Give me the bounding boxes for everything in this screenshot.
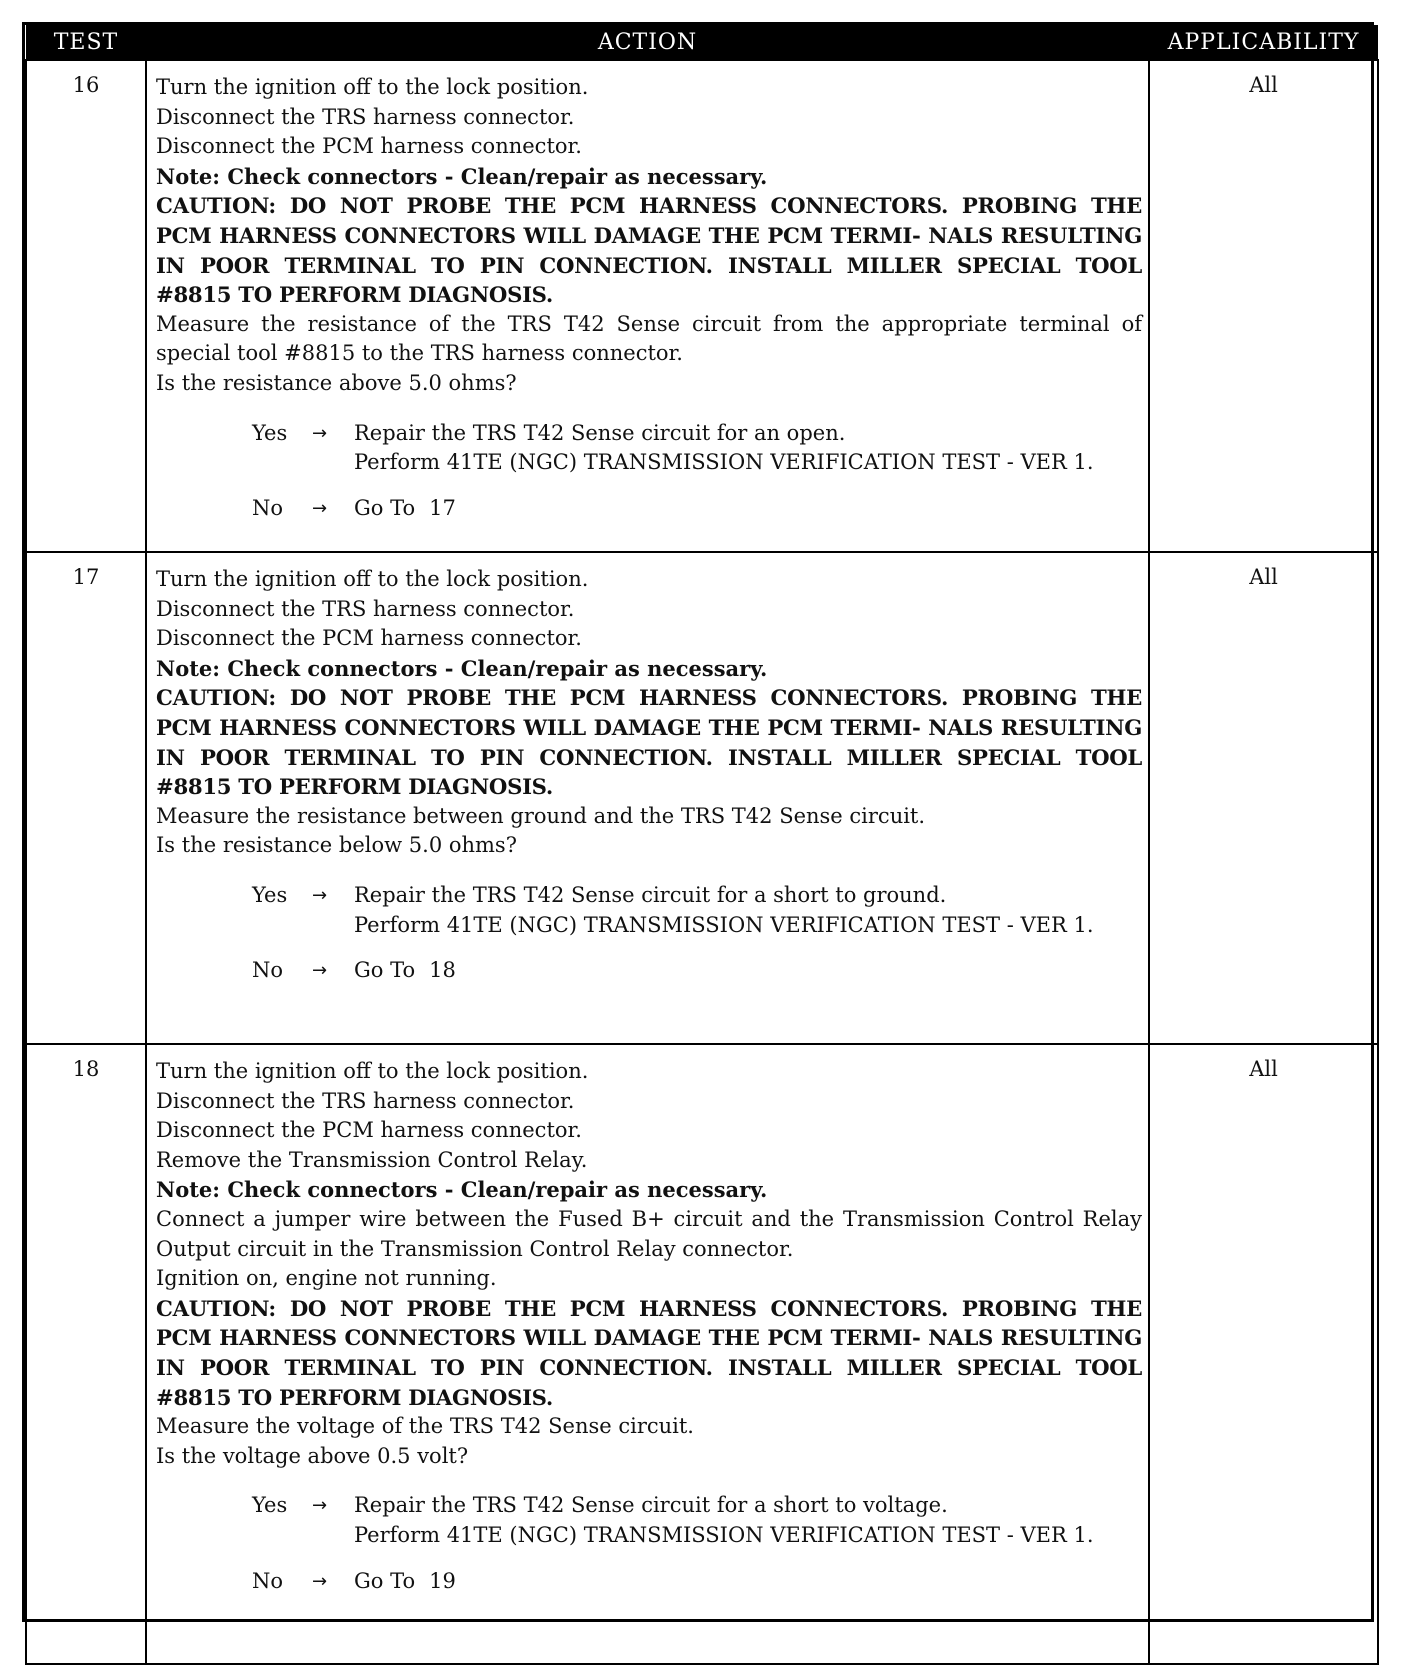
goto-test-link[interactable]: 19 (429, 1568, 456, 1593)
action-cell (146, 552, 1149, 1044)
test-number: 18 (26, 1044, 146, 1664)
note-text: Note: Check connectors - Clean/repair as necessary. (156, 1177, 768, 1203)
arrow-right-icon: → (312, 960, 328, 982)
yes-text-repair: Repair the TRS T42 Sense circuit for a short to ground. (354, 882, 947, 907)
question-text: Is the resistance above 5.0 ohms? (156, 370, 517, 395)
step-text: Turn the ignition off to the lock position. (156, 567, 589, 591)
goto-test-link[interactable]: 18 (429, 958, 456, 983)
outcomes (252, 1491, 1142, 1596)
applicability-value: All (1149, 552, 1378, 1044)
step-text: Disconnect the PCM harness connector. (156, 134, 582, 159)
yes-text-verify: Perform 41TE (NGC) TRANSMISSION VERIFICATION TEST - VER 1. (354, 450, 1094, 475)
header-row (26, 25, 1378, 60)
outcome-no (252, 956, 1142, 986)
question-text: Is the resistance below 5.0 ohms? (156, 833, 517, 858)
step-text: Disconnect the PCM harness connector. (156, 1118, 582, 1143)
yes-text-repair: Repair the TRS T42 Sense circuit for an open. (354, 420, 846, 445)
yes-label: Yes (252, 420, 288, 445)
goto-text: Go To (354, 495, 416, 520)
yes-result (354, 881, 1142, 940)
yes-text-verify: Perform 41TE (NGC) TRANSMISSION VERIFICATION TEST - VER 1. (354, 1522, 1094, 1547)
outcome-no (252, 1567, 1142, 1597)
header-action: ACTION (146, 25, 1149, 60)
step-text: Disconnect the TRS harness connector. (156, 1088, 575, 1113)
note-text: Note: Check connectors - Clean/repair as necessary. (156, 655, 768, 681)
no-result (354, 956, 1142, 986)
note-text: Note: Check connectors - Clean/repair as necessary. (156, 163, 768, 189)
ignition-text: Ignition on, engine not running. (156, 1266, 497, 1291)
arrow-right-icon: → (312, 497, 328, 519)
yes-text-repair: Repair the TRS T42 Sense circuit for a short to voltage. (354, 1493, 948, 1518)
outcome-yes (252, 1491, 1142, 1550)
caution-text: CAUTION: DO NOT PROBE THE PCM HARNESS CONNECTORS. PROBING THE PCM HARNESS CONNECTORS WILL DAMAGE THE PCM TERMI- NALS RESULTING IN POOR TERMINAL TO PIN CONNECTION. INSTALL MILLER SPECIAL TOOL #8815 TO PERFORM DIAGNOSIS. (156, 1295, 1142, 1410)
goto-text: Go To (354, 958, 416, 983)
step-text: Turn the ignition off to the lock position. (156, 1059, 589, 1083)
no-label: No (252, 958, 284, 983)
header-test: TEST (26, 25, 146, 60)
arrow-right-icon: → (312, 422, 328, 444)
step-text: Remove the Transmission Control Relay. (156, 1147, 588, 1172)
measure-text: Measure the voltage of the TRS T42 Sense circuit. (156, 1414, 694, 1439)
question-text: Is the voltage above 0.5 volt? (156, 1443, 469, 1468)
yes-text-verify: Perform 41TE (NGC) TRANSMISSION VERIFICATION TEST - VER 1. (354, 912, 1094, 937)
yes-result (354, 1491, 1142, 1550)
jumper-text: Connect a jumper wire between the Fused B+ circuit and the Transmission Control Relay Output circuit in the Transmission Control Relay connector. (156, 1206, 1142, 1261)
outcomes (252, 419, 1142, 524)
arrow-right-icon: → (312, 1495, 328, 1517)
measure-text: Measure the resistance between ground and the TRS T42 Sense circuit. (156, 803, 926, 828)
header-applicability: APPLICABILITY (1149, 25, 1378, 60)
no-result (354, 1567, 1142, 1597)
no-label: No (252, 495, 284, 520)
diagnostic-table-sheet (22, 22, 1374, 1622)
goto-text: Go To (354, 1568, 416, 1593)
applicability-value: All (1149, 60, 1378, 552)
yes-label: Yes (252, 1493, 288, 1518)
goto-test-link[interactable]: 17 (429, 495, 456, 520)
outcome-no (252, 494, 1142, 524)
table-row (26, 1044, 1378, 1664)
table-row (26, 60, 1378, 552)
arrow-right-icon: → (312, 1570, 328, 1592)
outcomes (252, 881, 1142, 986)
measure-text: Measure the resistance of the TRS T42 Sense circuit from the appropriate terminal of special tool #8815 to the TRS harness connector. (156, 311, 1142, 366)
diagnostic-table (25, 25, 1379, 1665)
action-cell (146, 60, 1149, 552)
outcome-yes (252, 419, 1142, 478)
outcome-yes (252, 881, 1142, 940)
no-label: No (252, 1568, 284, 1593)
step-text: Turn the ignition off to the lock position. (156, 75, 589, 99)
caution-text: CAUTION: DO NOT PROBE THE PCM HARNESS CONNECTORS. PROBING THE PCM HARNESS CONNECTORS WILL DAMAGE THE PCM TERMI- NALS RESULTING IN POOR TERMINAL TO PIN CONNECTION. INSTALL MILLER SPECIAL TOOL #8815 TO PERFORM DIAGNOSIS. (156, 193, 1142, 308)
test-number: 16 (26, 60, 146, 552)
step-text: Disconnect the PCM harness connector. (156, 626, 582, 651)
table-row (26, 552, 1378, 1044)
yes-label: Yes (252, 882, 288, 907)
step-text: Disconnect the TRS harness connector. (156, 104, 575, 129)
applicability-value: All (1149, 1044, 1378, 1664)
yes-result (354, 419, 1142, 478)
arrow-right-icon: → (312, 884, 328, 906)
caution-text: CAUTION: DO NOT PROBE THE PCM HARNESS CONNECTORS. PROBING THE PCM HARNESS CONNECTORS WILL DAMAGE THE PCM TERMI- NALS RESULTING IN POOR TERMINAL TO PIN CONNECTION. INSTALL MILLER SPECIAL TOOL #8815 TO PERFORM DIAGNOSIS. (156, 685, 1142, 800)
step-text: Disconnect the TRS harness connector. (156, 596, 575, 621)
test-number: 17 (26, 552, 146, 1044)
no-result (354, 494, 1142, 524)
action-cell (146, 1044, 1149, 1664)
